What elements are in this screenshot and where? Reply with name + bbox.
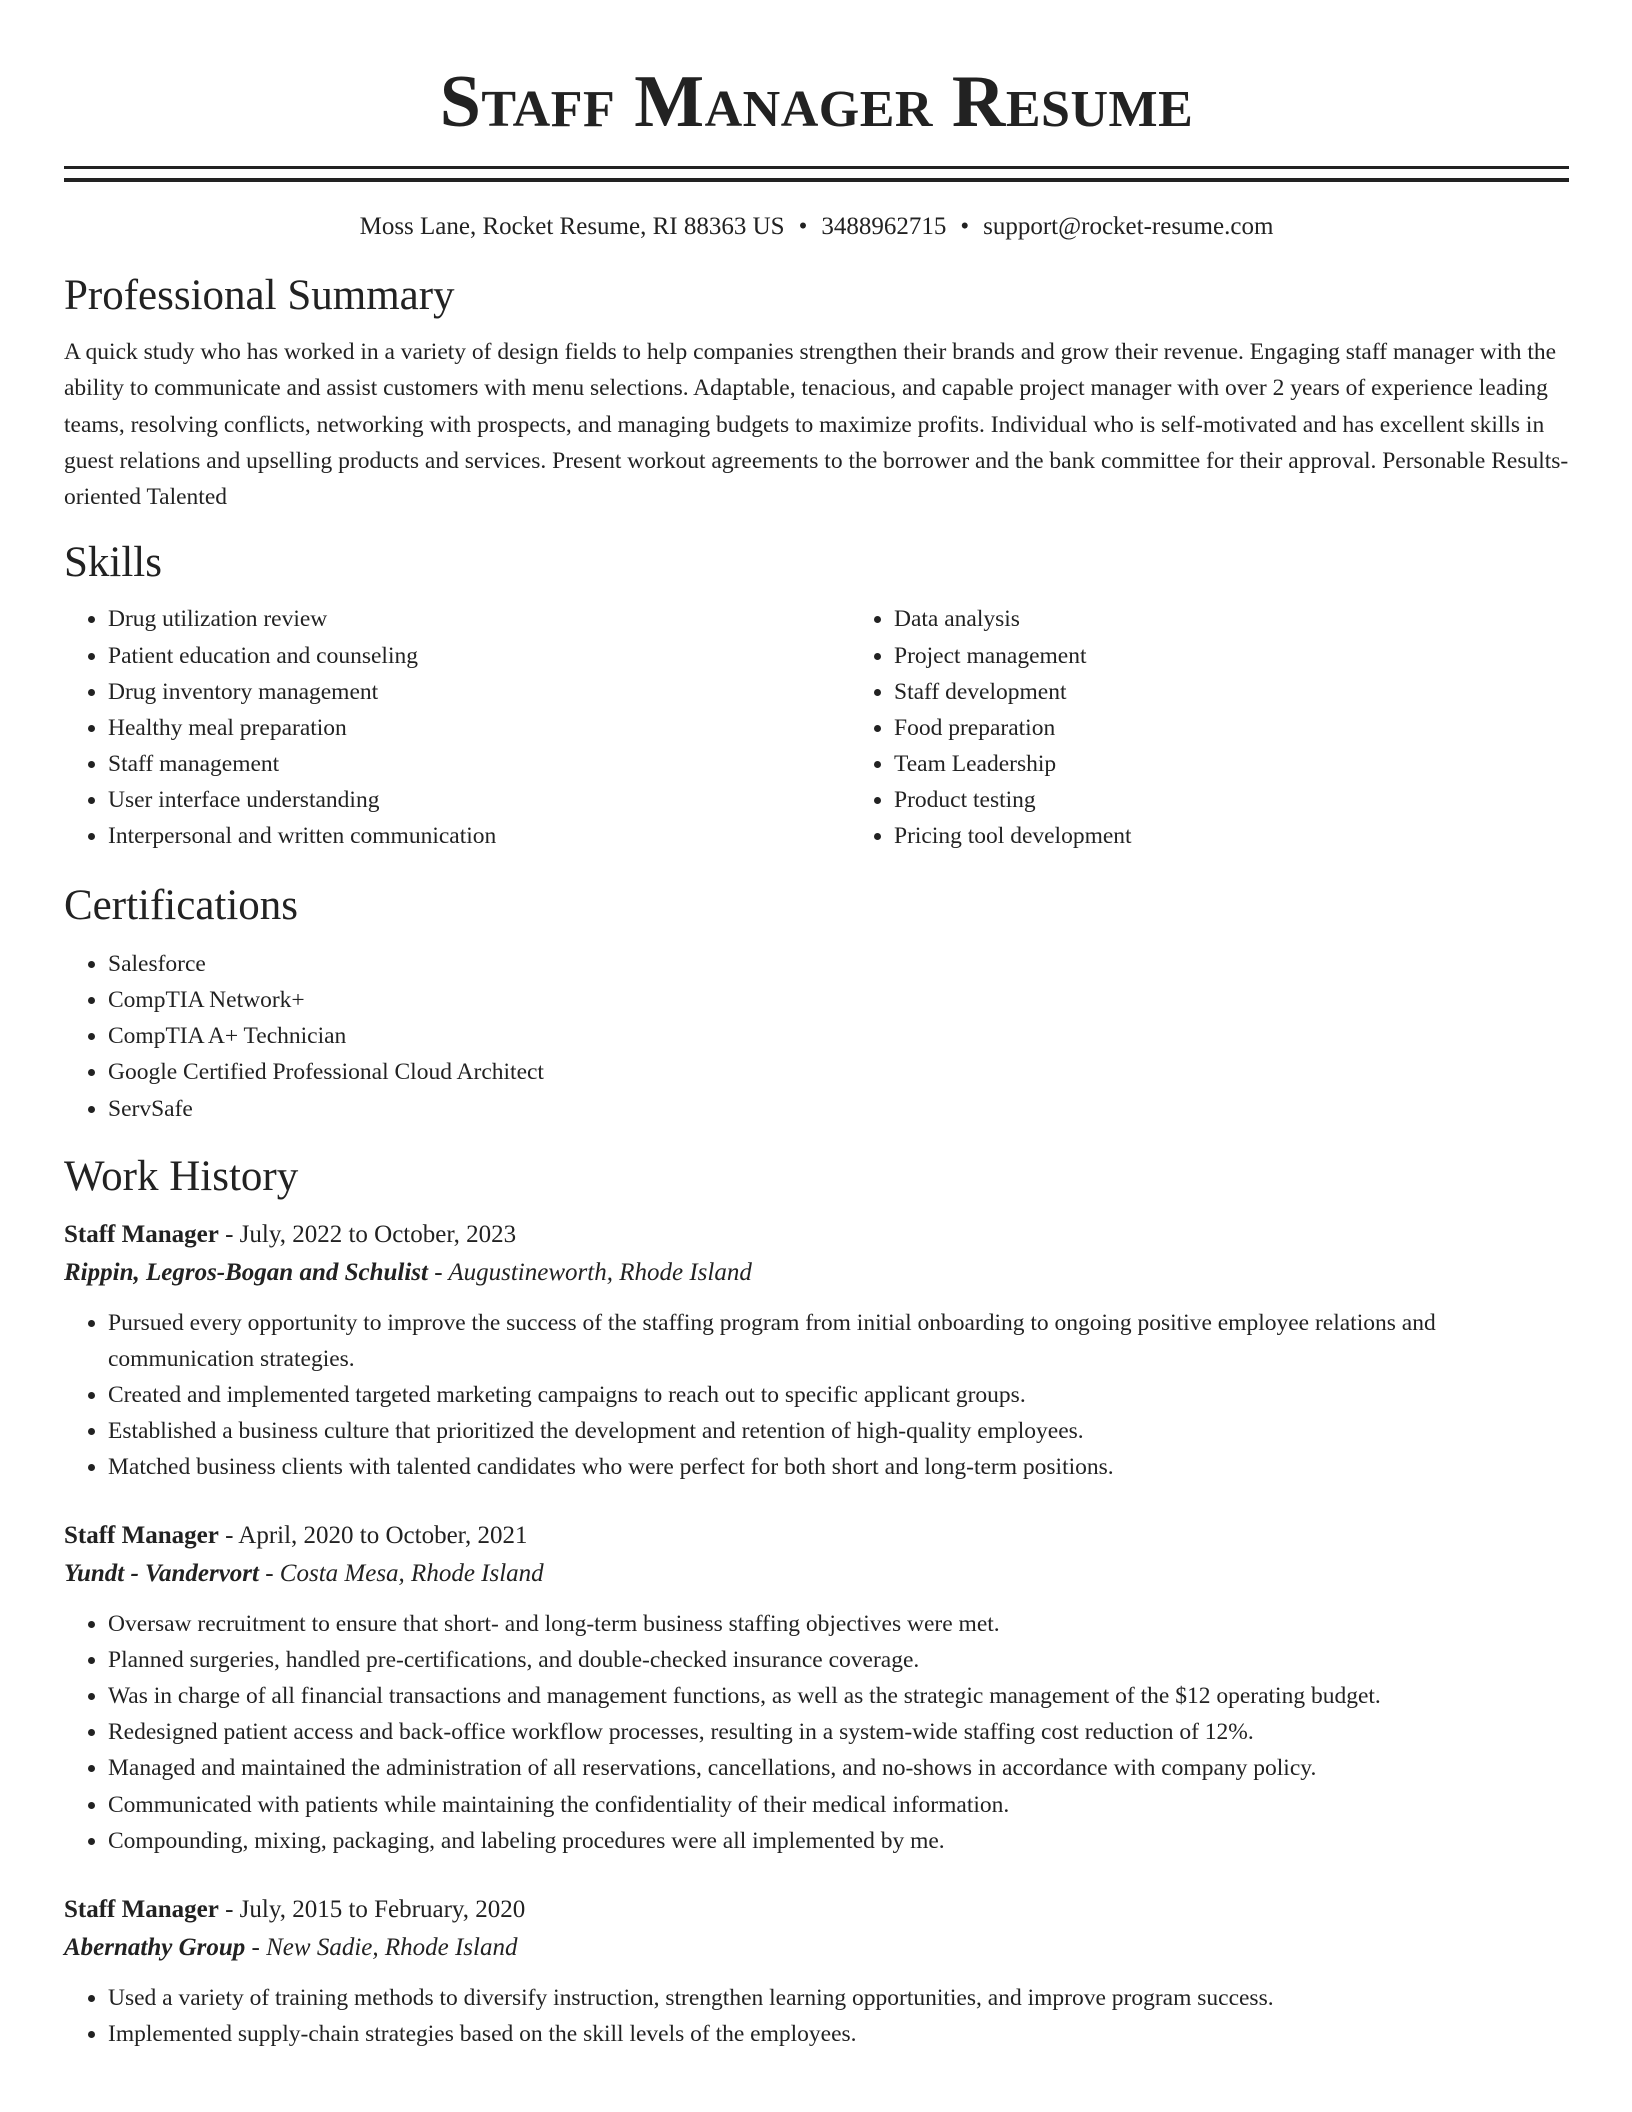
contact-line: [64, 212, 1569, 242]
certification-item: • CompTIA A+ Technician: [108, 1018, 1569, 1054]
job-entry: [64, 1518, 1569, 1859]
job-dates: - July, 2015 to February, 2020: [225, 1895, 526, 1923]
job-bullet: • Created and implemented targeted marketing campaigns to reach out to specific applicant groups.: [108, 1377, 1569, 1413]
job-title-line: [64, 1518, 1569, 1554]
job-bullet: • Compounding, mixing, packaging, and labeling procedures were all implemented by me.: [108, 1823, 1569, 1859]
summary-text: A quick study who has worked in a variety of design fields to help companies strengthen their brands and grow their revenue. Engaging staff manager with the ability to communicate and assist customers with menu selections. Adaptable, tenacious, and capable project manager with over 2 years of experience leading teams, resolving conflicts, networking with prospects, and managing budgets to maximize profits. Individual who is self-motivated and has excellent skills in guest relations and upselling products and services. Present workout agreements to the borrower and the bank committee for their approval. Personable Results-oriented Talented: [64, 339, 1569, 511]
summary-heading: Professional Summary: [64, 272, 455, 319]
skills-columns: [64, 601, 1569, 854]
title-divider: [64, 166, 1569, 182]
job-bullet: • Redesigned patient access and back-office workflow processes, resulting in a system-wide staffing cost reduction of 12%.: [108, 1714, 1569, 1750]
skills-heading: Skills: [64, 539, 162, 587]
skill-item: • Healthy meal preparation: [108, 710, 850, 746]
job-company-line: [64, 1928, 1569, 1968]
job-bullet: • Used a variety of training methods to diversify instruction, strengthen learning opportunities, and improve program success.: [108, 1980, 1569, 2016]
skill-item: • Team Leadership: [894, 746, 1632, 782]
job-company-line: [64, 1554, 1569, 1594]
resume-page: [64, 0, 1569, 2052]
job-bullet: • Matched business clients with talented candidates who were perfect for both short and long-term positions.: [108, 1449, 1569, 1485]
job-bullet: • Communicated with patients while maintaining the confidentiality of their medical information.: [108, 1787, 1569, 1823]
job-bullet-list: [64, 1980, 1569, 2052]
job-entry: [64, 1217, 1569, 1485]
job-company: Rippin, Legros-Bogan and Schulist: [64, 1258, 428, 1286]
contact-address: Moss Lane, Rocket Resume, RI 88363 US: [359, 213, 785, 240]
job-role: Staff Manager: [64, 1220, 219, 1248]
job-bullet: • Pursued every opportunity to improve the success of the staffing program from initial onboarding to ongoing positive employee relations and communication strategies.: [108, 1305, 1569, 1377]
skill-item: • Patient education and counseling: [108, 638, 850, 674]
skill-item: • Data analysis: [894, 601, 1632, 637]
skill-item: • Staff development: [894, 674, 1632, 710]
contact-email: support@rocket-resume.com: [983, 213, 1274, 240]
job-title-line: [64, 1217, 1569, 1253]
job-bullet: • Planned surgeries, handled pre-certifications, and double-checked insurance coverage.: [108, 1642, 1569, 1678]
job-dates: - April, 2020 to October, 2021: [225, 1522, 528, 1550]
job-company: Abernathy Group: [64, 1933, 246, 1961]
skill-item: • Drug inventory management: [108, 674, 850, 710]
skill-item: • Pricing tool development: [894, 818, 1632, 854]
job-bullet: • Implemented supply-chain strategies based on the skill levels of the employees.: [108, 2016, 1569, 2052]
certification-item: • ServSafe: [108, 1091, 1569, 1127]
job-bullet-list: [64, 1606, 1569, 1859]
contact-phone: 3488962715: [821, 213, 947, 240]
certification-item: • Google Certified Professional Cloud Architect: [108, 1054, 1569, 1090]
resume-title: Staff Manager Resume: [439, 61, 1194, 143]
job-bullet: • Managed and maintained the administration of all reservations, cancellations, and no-shows in accordance with company policy.: [108, 1750, 1569, 1786]
skills-list-left: [64, 601, 850, 854]
job-company: Yundt - Vandervort: [64, 1560, 259, 1588]
skill-item: • Food preparation: [894, 710, 1632, 746]
job-role: Staff Manager: [64, 1522, 219, 1550]
job-location: - Costa Mesa, Rhode Island: [265, 1560, 544, 1588]
skill-item: • User interface understanding: [108, 782, 850, 818]
job-role: Staff Manager: [64, 1895, 219, 1923]
skill-item: • Project management: [894, 638, 1632, 674]
job-entry: [64, 1892, 1569, 2052]
job-bullet-list: [64, 1305, 1569, 1485]
certifications-list: [64, 946, 1569, 1126]
job-location: - Augustineworth, Rhode Island: [434, 1258, 752, 1286]
job-bullet: • Was in charge of all financial transactions and management functions, as well as the strategic management of the $12 operating budget.: [108, 1678, 1569, 1714]
skill-item: • Interpersonal and written communication: [108, 818, 850, 854]
skill-item: • Drug utilization review: [108, 601, 850, 637]
job-location: - New Sadie, Rhode Island: [251, 1933, 518, 1961]
certifications-heading: Certifications: [64, 882, 299, 930]
job-company-line: [64, 1253, 1569, 1293]
contact-separator: •: [960, 213, 970, 240]
certification-item: • CompTIA Network+: [108, 982, 1569, 1018]
job-bullet: • Oversaw recruitment to ensure that short- and long-term business staffing objectives were met.: [108, 1606, 1569, 1642]
job-dates: - July, 2022 to October, 2023: [225, 1220, 517, 1248]
skill-item: • Staff management: [108, 746, 850, 782]
job-title-line: [64, 1892, 1569, 1928]
contact-separator: •: [798, 213, 808, 240]
work-history-heading: Work History: [64, 1152, 299, 1200]
skills-list-right: [850, 601, 1632, 854]
certification-item: • Salesforce: [108, 946, 1569, 982]
job-bullet: • Established a business culture that prioritized the development and retention of high-quality employees.: [108, 1413, 1569, 1449]
skill-item: • Product testing: [894, 782, 1632, 818]
